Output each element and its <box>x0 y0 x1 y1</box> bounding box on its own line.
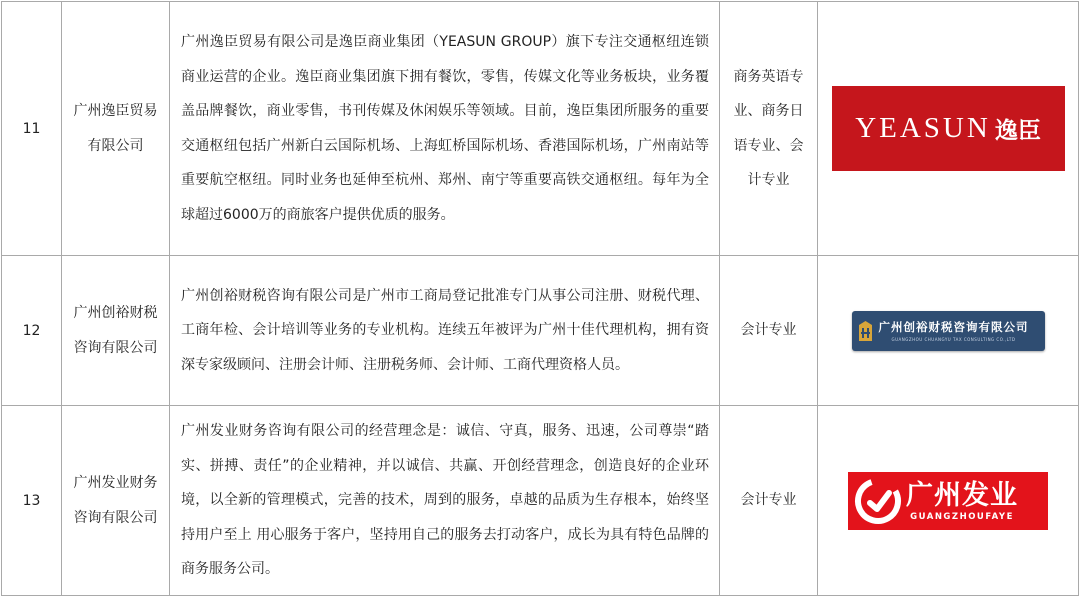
company-table <box>1 1 1079 596</box>
chuangyu-logo-en: GUANGZHOU CHUANGYU TAX CONSULTING CO.,LTD <box>891 337 1016 342</box>
company-name: 广州创裕财税咨询有限公司 <box>73 304 158 356</box>
major-cell <box>720 256 818 406</box>
company-description: 广州发业财务咨询有限公司的经营理念是：诚信、守真，服务、迅速，公司尊崇“踏实、拼搏、责任”的企业精神，并以诚信、共赢、开创经营理念，创造良好的企业环境，以全新的管理模式，完善的技术，周到的服务，卓越的品质为生存根本，始终坚持用户至上 用心服务于客户，坚持用自己的服务去打动客户，成长为具有特色品牌的商务服务公司。 <box>181 423 709 578</box>
major-text: 商务英语专业、商务日语专业、会计专业 <box>733 68 804 188</box>
faye-emblem-icon <box>854 477 902 525</box>
table-row <box>2 2 1079 256</box>
chuangyu-logo-cn: 广州创裕财税咨询有限公司 <box>878 320 1029 334</box>
faye-logo <box>848 472 1048 530</box>
table-row <box>2 406 1079 596</box>
row-number: 13 <box>2 406 62 596</box>
logo-cell <box>818 406 1079 596</box>
company-description-cell <box>170 406 720 596</box>
table-row <box>2 256 1079 406</box>
company-description-cell <box>170 2 720 256</box>
major-text: 会计专业 <box>740 492 797 509</box>
major-text: 会计专业 <box>740 322 797 339</box>
company-name-cell <box>62 256 170 406</box>
company-name-cell <box>62 2 170 256</box>
yeasun-logo-word: YEASUN <box>855 112 991 144</box>
company-name: 广州逸臣贸易有限公司 <box>73 102 158 154</box>
company-description: 广州创裕财税咨询有限公司是广州市工商局登记批准专门从事公司注册、财税代理、工商年检、会计培训等业务的专业机构。连续五年被评为广州十佳代理机构，拥有资深专家级顾问、注册会计师、注册税务师、会计师、工商代理资格人员。 <box>181 287 709 373</box>
logo-cell <box>818 2 1079 256</box>
company-name: 广州发业财务咨询有限公司 <box>73 474 158 526</box>
company-name-cell <box>62 406 170 596</box>
major-cell <box>720 2 818 256</box>
chuangyu-emblem-icon <box>858 320 873 342</box>
faye-logo-en: GUANGZHOUFAYE <box>910 511 1014 522</box>
chuangyu-logo <box>852 311 1045 351</box>
company-description-cell <box>170 256 720 406</box>
major-cell <box>720 406 818 596</box>
company-description: 广州逸臣贸易有限公司是逸臣商业集团（YEASUN GROUP）旗下专注交通枢纽连锁商业运营的企业。逸臣商业集团旗下拥有餐饮，零售，传媒文化等业务板块，业务覆盖品牌餐饮，商业零售，书刊传媒及休闲娱乐等领域。目前，逸臣集团所服务的重要交通枢纽包括广州新白云国际机场、上海虹桥国际机场、香港国际机场，广州南站等重要航空枢纽。同时业务也延伸至杭州、郑州、南宁等重要高铁交通枢纽。每年为全球超过6000万的商旅客户提供优质的服务。 <box>181 34 709 223</box>
row-number: 12 <box>2 256 62 406</box>
yeasun-logo-cn: 逸臣 <box>994 117 1041 144</box>
logo-cell <box>818 256 1079 406</box>
yeasun-logo <box>832 86 1065 171</box>
row-number: 11 <box>2 2 62 256</box>
faye-logo-cn: 广州发业 <box>906 479 1018 511</box>
